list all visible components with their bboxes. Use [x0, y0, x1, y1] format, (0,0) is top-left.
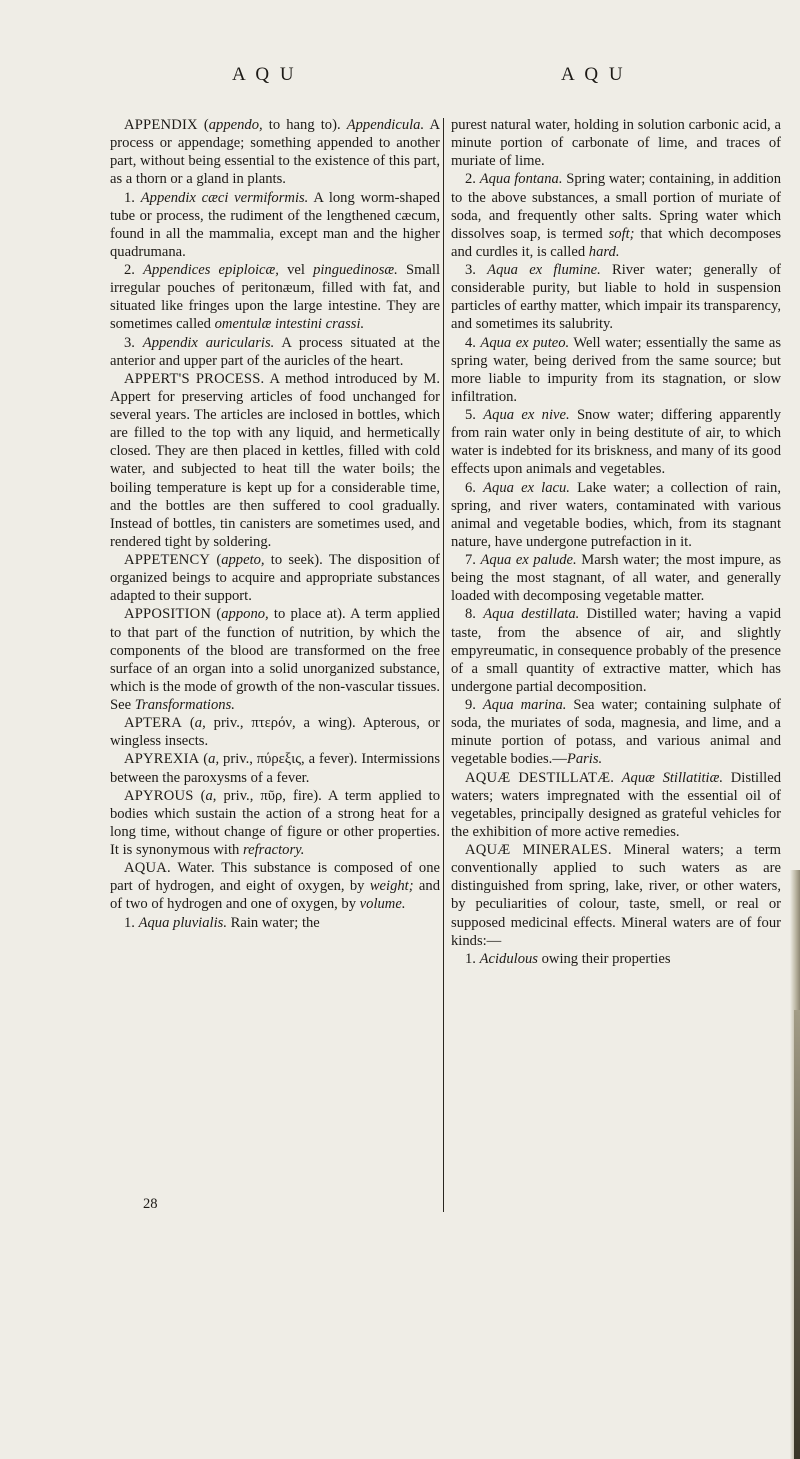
- entry-apperts-process: [110, 370, 440, 551]
- entry-term: APYREXIA: [124, 751, 200, 768]
- definition-text: Distilled waters; waters impregnated with the essential oil of vegetables, principally designed as grateful vehicles for the exhibition of more active remedies.: [451, 769, 781, 840]
- etymology: appendo,: [208, 117, 263, 133]
- definition-text: River water; generally of considerable purity, but liable to hold in suspension particles of earthy matter, which impair its transparency, and sometimes its salubrity.: [451, 262, 782, 333]
- entry-appetency: APPETENCY (appeto, to seek). The disposition of organized beings to acquire and appropriate substances adapted to their support.: [110, 552, 440, 605]
- cross-reference: refractory.: [242, 842, 305, 858]
- entry-aquae-minerales: [451, 841, 781, 950]
- entry-continuation: [451, 116, 781, 170]
- definition-text: Snow water; differing apparently from rain water only in being destitute of air, to which water is indebted for its briskness, and many of its good effects upon animals and vegetables.: [451, 407, 781, 478]
- entry-apyrexia: APYREXIA (a, priv., πύρεξις, a fever). Intermissions between the paroxysms of a fever.: [110, 751, 441, 786]
- entry-term: APPETENCY: [124, 552, 211, 568]
- definition-text: A method introduced by M. Appert for preserving articles of food unchanged for several years. The articles are inclosed in bottles, which are filled to the top with any liquid, and hermetically closed. They are then placed in kettles, filled with cold water, and subjected to heat till the water boils; the boiling temperature is kept up for a considerable time, and the bottles are then suffered to cool gradually. Instead of bottles, tin canisters are sometimes used, and rendered tight by soldering.: [110, 370, 441, 550]
- entry-aqua-ex-lacu: 6. Aqua ex lacu. Lake water; a collection of rain, spring, and river waters, contaminated with various animal and vegetable bodies, which, from its stagnant nature, have undergone putrefaction in it.: [451, 479, 781, 550]
- definition-text: purest natural water, holding in solution carbonic acid, a minute portion of carbonate of lime, and traces of muriate of lime.: [451, 117, 781, 170]
- entry-aqua-ex-palude: 7. Aqua ex palude. Marsh water; the most impure, as being the most stagnant, of all water, and generally loaded with decomposing vegetable matter.: [451, 552, 781, 605]
- definition-text: Water. This substance is composed of one part of hydrogen, and eight of oxygen, by: [110, 860, 440, 895]
- definition-text: A term applied to that part of the function of nutrition, by which the components of the blood are transformed on the free surface of an organ into a solid unorganized substance, which is the mode of growth of the non-vascular tissues. See: [110, 606, 440, 713]
- entry-term: APYROUS: [124, 787, 194, 804]
- entry-term: AQUÆ MINERALES.: [465, 842, 612, 858]
- entry-aqua-pluvialis: 1. Aqua pluvialis. Rain water; the: [124, 914, 320, 931]
- entry-apposition: APPOSITION (appono, to place at). A term applied to that part of the function of nutrition, by which the components of the blood are transformed on the free surface of an organ into a solid unorganized substance, which is the mode of growth of the non-vascular tissues. See Transformations.: [110, 606, 440, 713]
- subterm: Aqua ex flumine.: [487, 262, 601, 278]
- entry-term: APPOSITION: [124, 606, 212, 623]
- definition-text: Lake water; a collection of rain, spring, and river waters, contaminated with various animal and vegetable bodies, which, from its stagnant nature, have undergone putrefaction in it.: [451, 479, 781, 550]
- entry-apyrous: APYROUS (a, priv., πῦρ, fire). A term applied to bodies which sustain the action of a strong heat for a long time, without change of figure or other properties. It is synonymous with refractory.: [110, 787, 441, 858]
- left-column: [110, 116, 440, 932]
- subterm: Aqua marina.: [482, 697, 567, 713]
- definition-text: Rain water; the: [226, 914, 320, 931]
- definition-text: Intermissions between the paroxysms of a fever.: [110, 751, 441, 786]
- definition-text: Well water; essentially the same as spring water, being derived from the same source; but more liable to impurity from its stagnation, or slow infiltration.: [451, 334, 781, 405]
- entry-appendices-epiploicae: 2. Appendices epiploicæ, vel pinguedinosæ. Small irregular pouches of peritonæum, filled with fat, and situated like fringes upon the large intestine. They are sometimes called omentulæ intestini crassi.: [110, 262, 441, 333]
- entry-term: AQUA.: [124, 860, 171, 877]
- definition-text: A process situated at the anterior and upper part of the auricles of the heart.: [110, 334, 440, 369]
- definition-text: Distilled water; having a vapid taste, from the absence of air, and slightly empyreumatic, in consequence probably of the presence of a small quantity of extractive matter, which has undergone partial decomposition.: [451, 606, 781, 695]
- right-column: [451, 116, 781, 968]
- subterm: Aqua ex lacu.: [483, 479, 570, 496]
- subterm: Aqua ex nive.: [483, 407, 570, 423]
- etymology: a,: [194, 715, 206, 732]
- page-number: 28: [143, 1196, 158, 1212]
- etymology: appeto,: [221, 552, 265, 568]
- entry-term: APPENDIX: [124, 117, 198, 133]
- subterm: Aqua ex palude.: [480, 552, 577, 568]
- definition-text: Small irregular pouches of peritonæum, filled with fat, and situated like fringes upon the large intestine. They are sometimes called: [110, 262, 441, 333]
- entry-term: APTERA: [124, 715, 182, 732]
- entry-aqua-marina: 9. Aqua marina. Sea water; containing sulphate of soda, the muriates of soda, magnesia, and lime, and a minute portion of potass, and various animal and vegetable bodies.—Paris.: [451, 697, 781, 768]
- subterm: Aqua fontana.: [479, 171, 563, 188]
- entry-aqua-fontana: 2. Aqua fontana. Spring water; containing, in addition to the above substances, a small portion of muriate of soda, and frequently other salts. Spring water which dissolves soap, is termed soft; that which decomposes and curdles it, is called hard.: [451, 171, 782, 260]
- page-edge-dark: [794, 1010, 800, 1459]
- subterm: Aqua ex puteo.: [480, 334, 570, 351]
- definition-text: Marsh water; the most impure, as being the most stagnant, of all water, and generally loaded with decomposing vegetable matter.: [451, 552, 781, 605]
- running-head-left: A Q U: [232, 64, 297, 85]
- source-citation: Paris.: [566, 751, 603, 768]
- entry-appendix: APPENDIX (appendo, to hang to). Appendicula. A process or appendage; something appended to another part, without being essential to the existence of this part, as a thorn or a gland in plants.: [110, 117, 440, 188]
- etymology: appono,: [221, 606, 269, 623]
- entry-acidulous: 1. Acidulous owing their properties: [465, 950, 671, 967]
- etymology: a,: [205, 787, 217, 804]
- definition-text: owing their properties: [537, 950, 671, 967]
- entry-aqua-ex-flumine: 3. Aqua ex flumine. River water; generally of considerable purity, but liable to hold in suspension particles of earthy matter, which impair its transparency, and sometimes its salubrity.: [451, 262, 782, 333]
- synonym: Aquæ Stillatitiæ.: [614, 769, 723, 786]
- entry-appendix-caeci: 1. Appendix cæci vermiformis. A long worm-shaped tube or process, the rudiment of the lengthened cæcum, found in all the mammalia, except man and the higher quadrumana.: [110, 189, 440, 260]
- etymology: a,: [208, 751, 220, 768]
- subterm: Aqua destillata.: [483, 606, 580, 623]
- entry-aqua-destillata: 8. Aqua destillata. Distilled water; having a vapid taste, from the absence of air, and slightly empyreumatic, in consequence probably of the presence of a small quantity of extractive matter, which has undergone partial decomposition.: [451, 606, 781, 695]
- entry-aptera: APTERA (a, priv., πτερόν, a wing). Apterous, or wingless insects.: [110, 715, 440, 750]
- entry-term: AQUÆ DESTILLATÆ.: [465, 769, 615, 786]
- cross-reference: Transformations.: [134, 697, 235, 713]
- entry-aquae-destillatae: [451, 769, 781, 842]
- column-divider: [443, 118, 444, 1212]
- definition-text: Sea water; containing sulphate of soda, the muriates of soda, magnesia, and lime, and a minute portion of potass, and various animal and vegetable bodies.—: [451, 697, 781, 768]
- entry-appendix-auricularis: 3. Appendix auricularis. A process situated at the anterior and upper part of the auricles of the heart.: [110, 334, 440, 369]
- subterm: pinguedinosæ.: [313, 262, 398, 278]
- definition-text: Apterous, or wingless insects.: [110, 715, 440, 750]
- definition-text: The disposition of organized beings to acquire and appropriate substances adapted to their support.: [110, 552, 440, 605]
- definition-text: A process or appendage; something appended to another part, without being essential to the existence of this part, as a thorn or a gland in plants.: [110, 117, 440, 188]
- definition-text: A term applied to bodies which sustain the action of a strong heat for a long time, without change of figure or other properties. It is synonymous with: [110, 787, 441, 858]
- entry-aqua-ex-puteo: 4. Aqua ex puteo. Well water; essentially the same as spring water, being derived from the same source; but more liable to impurity from its stagnation, or slow infiltration.: [451, 334, 781, 405]
- running-head-right: A Q U: [561, 64, 626, 85]
- subterm: Appendix auricularis.: [142, 334, 275, 351]
- subterm: Appendicula.: [346, 117, 425, 133]
- entry-term: APPERT'S PROCESS.: [124, 370, 265, 387]
- definition-text: Spring water; containing, in addition to the above substances, a small portion of muriate of soda, and frequently other salts. Spring water which dissolves soap, is termed: [451, 171, 782, 242]
- definition-text: A long worm-shaped tube or process, the rudiment of the lengthened cæcum, found in all the mammalia, except man and the higher quadrumana.: [110, 189, 440, 260]
- subterm: Aqua pluvialis.: [138, 914, 227, 931]
- entry-aqua-ex-nive: 5. Aqua ex nive. Snow water; differing apparently from rain water only in being destitute of air, to which water is indebted for its briskness, and many of its good effects upon animals and vegetables.: [451, 407, 781, 478]
- subterm: Acidulous: [479, 950, 538, 967]
- subterm: Appendices epiploicæ,: [143, 262, 279, 278]
- definition-text: Mineral waters; a term conventionally applied to such waters as are distinguished from spring, lake, river, or other waters, by peculiarities of colour, taste, smell, or real or supposed medicinal effects. Mineral waters are of four kinds:—: [451, 842, 781, 949]
- subterm: Appendix cæci vermiformis.: [140, 189, 309, 206]
- entry-aqua: AQUA. Water. This substance is composed of one part of hydrogen, and eight of oxygen, by weight; and of two of hydrogen and one of oxygen, by volume.: [110, 860, 440, 913]
